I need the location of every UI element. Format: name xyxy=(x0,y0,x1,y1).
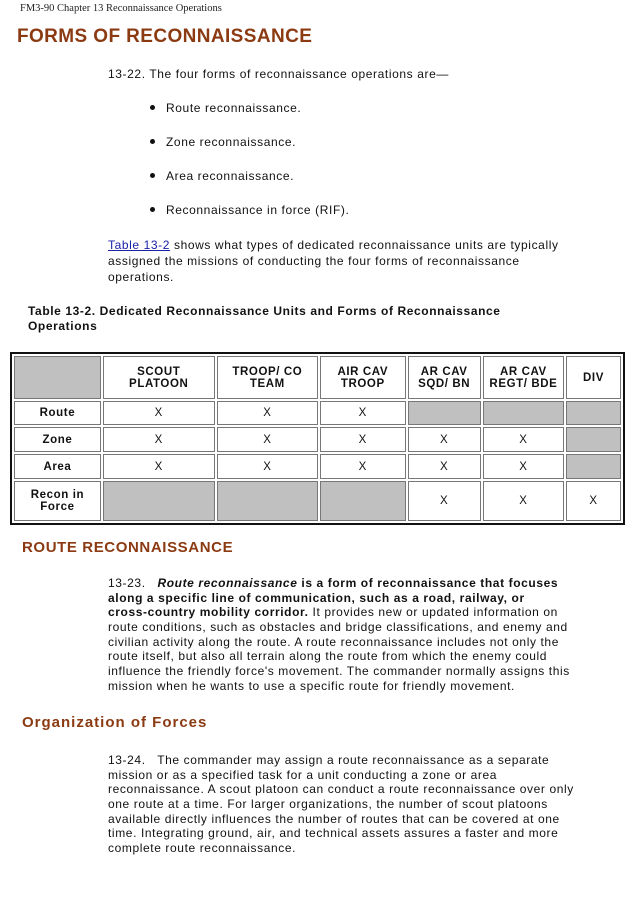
table-cell: X xyxy=(566,481,621,521)
column-header-line: PLATOON xyxy=(129,377,189,390)
text-line xyxy=(108,679,570,694)
column-header-line: AR CAV xyxy=(500,365,547,378)
table-cell: X xyxy=(103,427,215,452)
text-line: time. Integrating ground, air, and technical assets assures a faster and more xyxy=(108,826,559,841)
row-header-line: Route xyxy=(39,407,76,419)
table-cell: X xyxy=(483,454,564,479)
text-segment: influence the friendly force's movement. The commander normally assigns this xyxy=(108,664,570,679)
header-corner-cell xyxy=(14,356,101,399)
column-header-line: SCOUT xyxy=(137,365,181,378)
column-header xyxy=(320,356,405,399)
table-cell: X xyxy=(103,401,215,425)
column-header xyxy=(566,356,621,399)
text-segment: cross-country mobility corridor. xyxy=(108,605,309,620)
route-reconnaissance-heading: ROUTE RECONNAISSANCE xyxy=(22,539,234,556)
column-header-line: SQD/ BN xyxy=(418,377,471,390)
column-header xyxy=(217,356,319,399)
text-segment: route itself, but also all terrain along the route from which the enemy could xyxy=(108,649,548,664)
bullet-item xyxy=(150,169,294,183)
text-segment: route conditions, such as obstacles and bridge classifications, and enemy and xyxy=(108,620,568,635)
table-13-2-link[interactable]: Table 13-2 xyxy=(108,238,171,252)
reconnaissance-units-table xyxy=(10,352,625,525)
column-header-line: REGT/ BDE xyxy=(489,377,558,390)
text-segment: 13-23. xyxy=(108,576,158,590)
column-header-line: DIV xyxy=(583,371,605,384)
empty-shaded-cell xyxy=(483,401,564,425)
text-segment: along a specific line of communication, such as a road, railway, or xyxy=(108,590,525,605)
row-header xyxy=(14,481,101,521)
text-line: one route at a time. For larger organizations, the number of scout platoons xyxy=(108,797,548,812)
text-segment: is a form of reconnaissance that focuses xyxy=(297,576,559,590)
table-reference-paragraph xyxy=(108,237,559,285)
table-cell: X xyxy=(103,454,215,479)
page-title: FORMS OF RECONNAISSANCE xyxy=(17,26,313,47)
text-segment: It provides new or updated information on xyxy=(308,605,558,620)
bullet-text: Reconnaissance in force (RIF). xyxy=(166,203,350,217)
table-cell: X xyxy=(408,481,481,521)
bullet-item xyxy=(150,203,349,217)
bullet-item xyxy=(150,101,301,115)
text-line: operations. xyxy=(108,270,174,284)
paragraph-13-22: 13-22. The four forms of reconnaissance operations are— xyxy=(108,67,449,81)
row-header-line: Force xyxy=(40,501,75,513)
row-header-line: Zone xyxy=(42,433,73,446)
table-caption xyxy=(28,304,501,334)
text-line: available directly influences the number of routes that can be covered at one xyxy=(108,811,560,826)
table-cell: X xyxy=(217,427,319,452)
running-header: FM3-90 Chapter 13 Reconnaissance Operations xyxy=(20,3,222,14)
text-line xyxy=(108,576,570,591)
empty-shaded-cell xyxy=(103,481,215,521)
row-header-line: Area xyxy=(43,460,72,473)
table-cell: X xyxy=(320,401,405,425)
text-line: complete route reconnaissance. xyxy=(108,841,297,856)
bullet-icon xyxy=(150,173,155,178)
bullet-item xyxy=(150,135,296,149)
bullet-icon xyxy=(150,105,155,110)
table-cell: X xyxy=(408,427,481,452)
bullet-icon xyxy=(150,139,155,144)
table-cell: X xyxy=(408,454,481,479)
text-line xyxy=(108,649,570,664)
text-line xyxy=(108,635,570,650)
row-header xyxy=(14,401,101,425)
text-line xyxy=(108,591,570,606)
table-cell: X xyxy=(217,454,319,479)
row-header xyxy=(14,454,101,479)
table-row xyxy=(14,401,621,425)
caption-line: Table 13-2. Dedicated Reconnaissance Units and Forms of Reconnaissance xyxy=(28,304,501,318)
empty-shaded-cell xyxy=(566,454,621,479)
empty-shaded-cell xyxy=(566,427,621,452)
text-line: shows what types of dedicated reconnaissance units are typically xyxy=(170,238,559,252)
column-header-line: TROOP/ CO xyxy=(232,365,303,378)
table-row xyxy=(14,454,621,479)
text-line: reconnaissance. A scout platoon can conduct a route reconnaissance over only xyxy=(108,782,574,797)
bullet-text: Area reconnaissance. xyxy=(166,169,295,183)
bullet-text: Route reconnaissance. xyxy=(166,101,302,115)
table-cell: X xyxy=(320,427,405,452)
empty-shaded-cell xyxy=(217,481,319,521)
table-cell: X xyxy=(320,454,405,479)
text-segment: civilian activity along the route. A route reconnaissance includes not only the xyxy=(108,634,559,649)
bullet-text: Zone reconnaissance. xyxy=(166,135,297,149)
column-header xyxy=(103,356,215,399)
organization-of-forces-heading: Organization of Forces xyxy=(22,714,208,731)
table-row xyxy=(14,481,621,521)
column-header-line: TEAM xyxy=(249,377,285,390)
text-segment: mission when he wants to use a specific route for friendly movement. xyxy=(108,678,515,693)
table-row xyxy=(14,427,621,452)
row-header xyxy=(14,427,101,452)
row-header-line: Recon in xyxy=(30,489,85,501)
paragraph-13-24 xyxy=(108,753,574,856)
empty-shaded-cell xyxy=(566,401,621,425)
column-header xyxy=(483,356,564,399)
table-cell: X xyxy=(483,427,564,452)
column-header-line: AIR CAV xyxy=(337,365,389,378)
text-line xyxy=(108,620,570,635)
bullet-icon xyxy=(150,207,155,212)
text-line: assigned the missions of conducting the four forms of reconnaissance xyxy=(108,254,520,268)
column-header-line: TROOP xyxy=(340,377,385,390)
column-header-line: AR CAV xyxy=(420,365,468,378)
table-cell: X xyxy=(217,401,319,425)
text-line xyxy=(108,605,570,620)
paragraph-13-23 xyxy=(108,576,570,694)
text-line xyxy=(108,664,570,679)
empty-shaded-cell xyxy=(408,401,481,425)
empty-shaded-cell xyxy=(320,481,405,521)
text-line: 13-24. The commander may assign a route reconnaissance as a separate xyxy=(108,753,550,767)
text-segment: Route reconnaissance xyxy=(157,576,298,590)
text-line: mission or as a specified task for a unit conducting a zone or area xyxy=(108,767,498,782)
caption-line: Operations xyxy=(28,319,98,333)
column-header xyxy=(408,356,481,399)
table-cell: X xyxy=(483,481,564,521)
